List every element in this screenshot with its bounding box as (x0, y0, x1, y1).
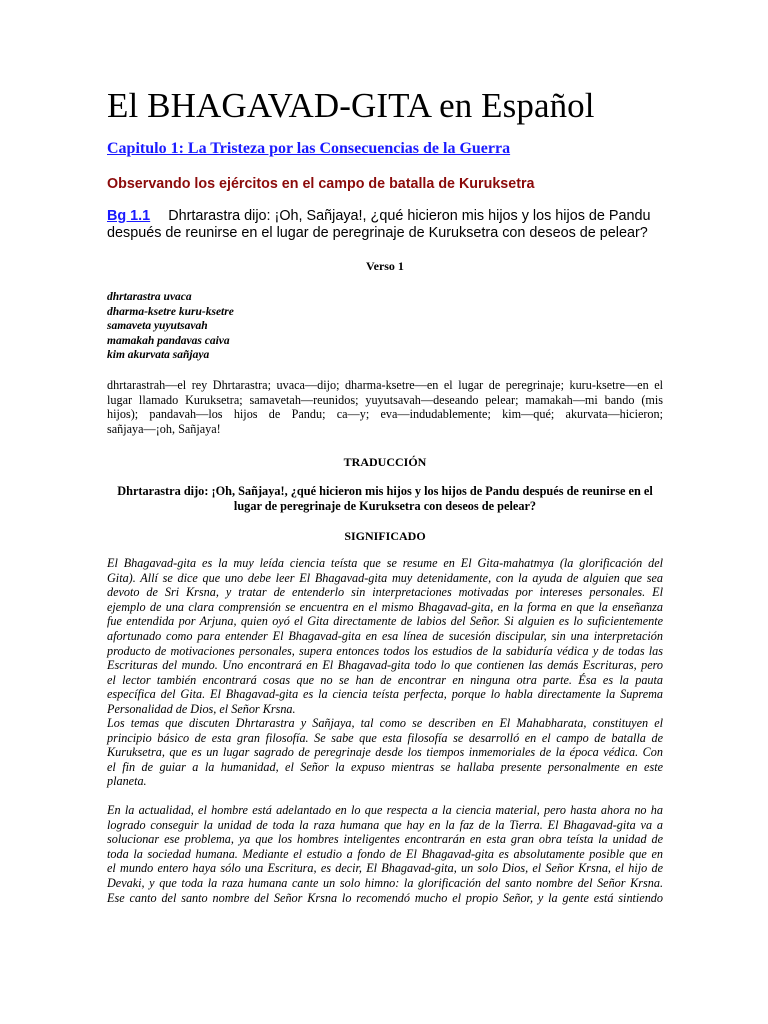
meaning-line: Personalidad de Dios, el Señor Krsna. (107, 701, 296, 716)
verse-line: kim akurvata sañjaya (107, 349, 210, 361)
synonyms-paragraph (107, 378, 663, 436)
meaning-line: el lector también encontrará cosas que no se han de encontrar en ninguna otra parte. Ésa es la pauta (107, 672, 663, 687)
meaning-line: logrado conseguir la unidad de toda la raza humana que hay en la faz de la Tierra. El Bhagavad-gita va a (107, 817, 663, 832)
synonyms-line: hijos); pandavah—los hijos de Pandu; ca—y; eva—indudablemente; kim—qué; akurvata—hicieron; (107, 407, 663, 422)
page-title: El BHAGAVAD-GITA en Español (107, 86, 595, 125)
meaning-paragraph-2 (107, 716, 663, 789)
meaning-line: específica del Gita. El Bhagavad-gita es la ciencia teísta perfecta, porque lo habla directamente la Suprema (107, 687, 663, 702)
translation-text (107, 484, 663, 514)
meaning-line: el fin de guiar a la humanidad, el Señor la expuso mientras se hallaba presente personalmente en este (107, 759, 663, 774)
verse-line: mamakah pandavas caiva (107, 334, 230, 347)
meaning-line: planeta. (107, 774, 147, 789)
bg-verse-text-2: después de reunirse en el lugar de peregrinaje de Kuruksetra con deseos de pelear? (107, 225, 648, 241)
bg-verse-text-1: Dhrtarastra dijo: ¡Oh, Sañjaya!, ¿qué hicieron mis hijos y los hijos de Pandu (168, 208, 651, 224)
meaning-line: Escrituras del mundo. Uno encontrará en El Bhagavad-gita todo lo que contienen las demás Escrituras, pero (107, 658, 663, 673)
translation-heading: TRADUCCIÓN (343, 455, 427, 469)
meaning-line: Gita). Allí se dice que uno debe leer El Bhagavad-gita muy detenidamente, con la ayuda de alguien que sea (107, 570, 663, 585)
verse-heading: Verso 1 (366, 259, 404, 273)
meaning-line: El Bhagavad-gita es la muy leída ciencia teísta que se resume en El Gita-mahatmya (la glorificación del (107, 556, 663, 570)
section-heading: Observando los ejércitos en el campo de batalla de Kuruksetra (107, 176, 535, 192)
meaning-line: Devaki, y que toda la raza humana cante un solo himno: la glorificación del santo nombre del Señor Krsna. (107, 875, 663, 890)
verse-sanskrit (107, 290, 234, 363)
meaning-line: el mundo entero haya sólo una Escritura, es decir, El Bhagavad-gita, un solo Dios, el Señor Krsna, el hijo de (107, 861, 663, 876)
meaning-line: fue entendida por Arjuna, quien oyó el Gita directamente de labios del Señor. Si alguien es lo suficientemente (107, 614, 663, 629)
meaning-line: ejemplo de una clara comprensión se encuentra en el mismo Bhagavad-gita, en la forma en que la enseñanza (107, 599, 663, 614)
synonyms-line: dhrtarastrah—el rey Dhrtarastra; uvaca—dijo; dharma-ksetre—en el lugar de peregrinaje; kuru-ksetre—en el (107, 378, 663, 392)
meaning-line: En la actualidad, el hombre está adelantado en lo que respecta a la ciencia material, pero hasta ahora no ha (107, 803, 663, 817)
meaning-heading: SIGNIFICADO (344, 529, 426, 543)
synonyms-line: lugar llamado Kuruksetra; samavetah—reunidos; yuyutsavah—deseando pelear; mamakah—mi bando (mis (107, 392, 663, 407)
verse-line: dhrtarastra uvaca (107, 291, 192, 303)
meaning-line: toda la sociedad humana. Mediante el estudio a fondo de El Bhagavad-gita es absolutamente posible que en (107, 846, 663, 861)
bg-verse-line-1 (107, 208, 667, 225)
meaning-line: solucionar ese problema, ya que los hombres inteligentes encontrarán en esta gran obra teísta la unidad de (107, 832, 663, 847)
meaning-line: producto de motivaciones personales, supera entonces todos los estudios de la sabiduría védica y de todas las (107, 643, 663, 658)
meaning-line: devoto de Sri Krsna, y tratar de entenderlo sin interpretaciones motivadas por intereses personales. El (107, 585, 663, 600)
meaning-paragraph-1 (107, 556, 663, 717)
meaning-line: principio básico de esta gran filosofía. Se sabe que esta filosofía se desarrolló en el campo de batalla de (107, 730, 663, 745)
meaning-line: Kuruksetra, que es un lugar sagrado de peregrinaje desde los tiempos inmemoriales de la época védica. Con (107, 745, 663, 760)
verse-line: dharma-ksetre kuru-ksetre (107, 305, 234, 318)
translation-line: lugar de peregrinaje de Kuruksetra con deseos de pelear? (233, 498, 537, 513)
translation-line: Dhrtarastra dijo: ¡Oh, Sañjaya!, ¿qué hicieron mis hijos y los hijos de Pandu después de reunirse en el (117, 484, 653, 498)
verse-line: samaveta yuyutsavah (107, 320, 208, 332)
meaning-line: Ese canto del santo nombre del Señor Krsna lo recomendó mucho el propio Señor, y la gente está sintiendo (107, 890, 663, 905)
synonyms-line: sañjaya—¡oh, Sañjaya! (107, 421, 221, 436)
bg-reference-link[interactable]: Bg 1.1 (107, 208, 151, 224)
meaning-paragraph-3 (107, 803, 663, 905)
meaning-line: afortunado como para entender El Bhagavad-gita en esa línea de sucesión discipular, sin una interpretación (107, 628, 663, 643)
chapter-link[interactable]: Capitulo 1: La Tristeza por las Consecuencias de la Guerra (107, 140, 511, 157)
meaning-line: Los temas que discuten Dhrtarastra y Sañjaya, tal como se describen en El Mahabharata, constituyen el (107, 716, 663, 730)
